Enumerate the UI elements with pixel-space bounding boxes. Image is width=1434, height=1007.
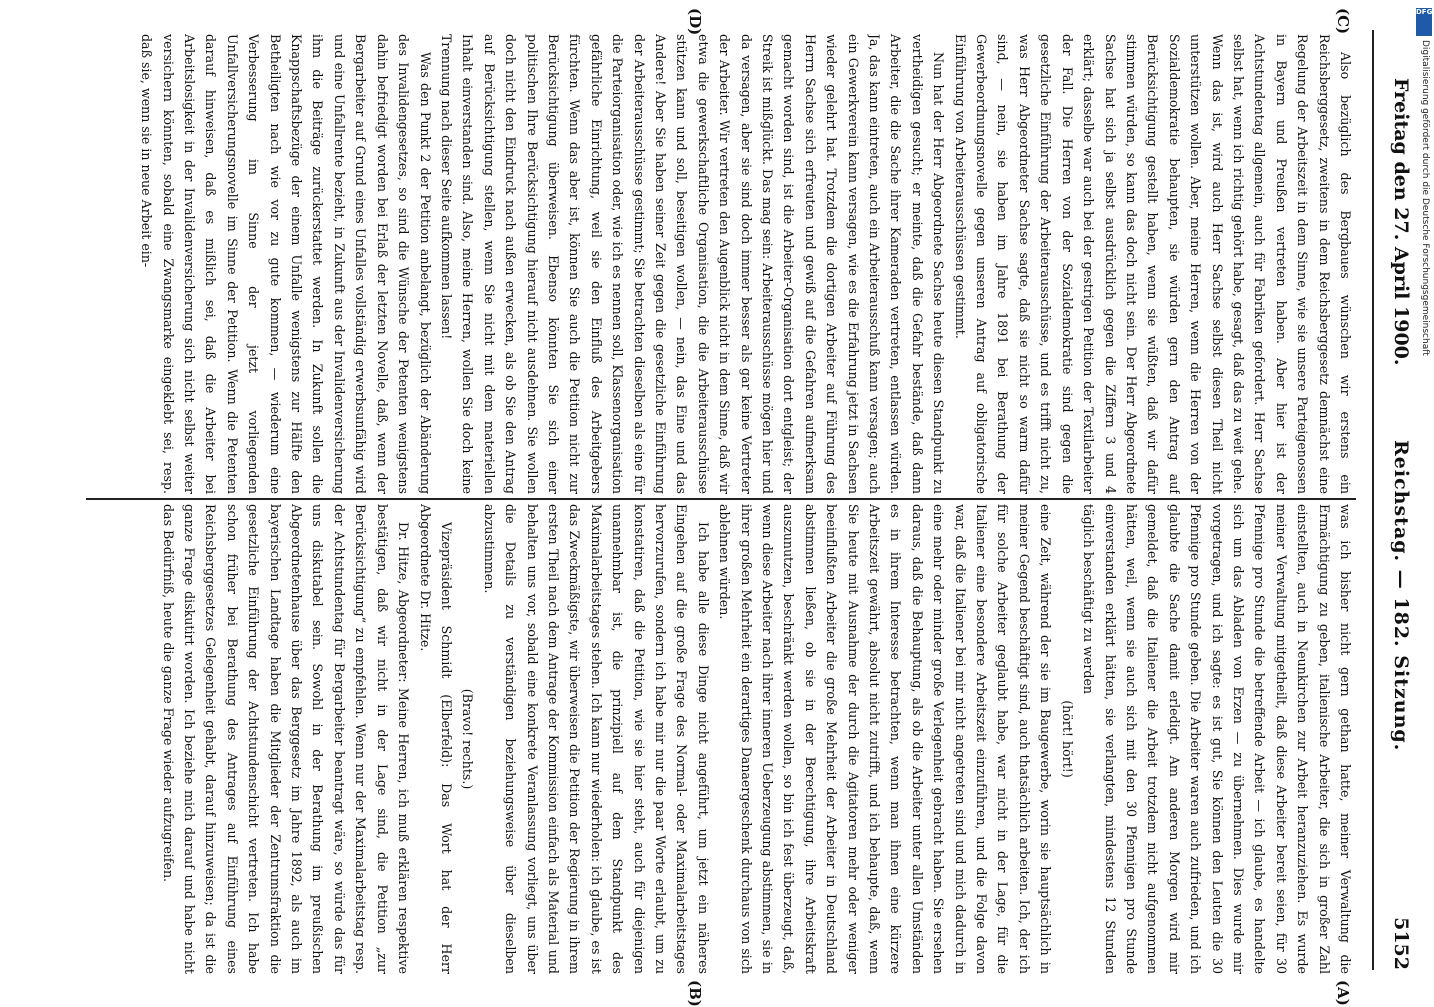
session-date: Freitag den 27. April 1900.	[1390, 78, 1412, 366]
interjection: (Bravo! rechts.)	[460, 688, 476, 790]
margin-mark-c: (C)	[1334, 8, 1352, 35]
margin-mark-d: (D)	[686, 8, 704, 36]
session-title: Reichstag. — 182. Sitzung.	[1390, 440, 1412, 752]
page-number: 5152	[1390, 917, 1412, 970]
right-text-column	[76, 34, 1356, 494]
paragraph: was ich bisher nicht gern gethan hatte, meiner Verwaltung die Ermächtigung zu geben, italienische Arbeiter, die sich in großer Zahl einstellten, auch in Neunkirchen zur Arbeit heranzuziehen. Es wurde meiner Verwaltung mitgetheilt, daß diese Arbeiter bereit seien, für 30 Pfennige pro Stunde die betreffende Arbeit — ich glaube, es handelte sich um das Abladen von Erzen — zu übernehmen. Dies wurde mir vorgetragen, und ich sagte: es ist gut, Sie können den Leuten die 30 Pfennige pro Stunde geben. Die Arbeiter waren auch zufrieden, und ich glaubte die Sache damit erledigt. Am anderen Morgen wird mir gemeldet, daß die Italiener die Arbeit trotzdem nicht aufgenommen hätten, weil, wenn sie auch sich mit den 30 Pfennigen pro Stunde einverstanden erklärt hätten, sie verlangten, mindestens 12 Stunden täglich beschäftigt zu werden	[1081, 504, 1353, 974]
margin-mark-b: (B)	[686, 980, 704, 1007]
interjection: (hört! hört!)	[1059, 700, 1075, 778]
header-rule	[1372, 30, 1374, 970]
left-text-column	[76, 504, 1356, 974]
dfg-logo: DFG	[1416, 8, 1432, 36]
paragraph: Ich habe alle diese Dinge nicht angeführt, um jetzt ein näheres Eingehen auf die große Frage des Normal- oder Maximalarbeitstages hervorzurufen, sondern ich habe mir nur die paar Worte erlaubt, um zu konstatiren, daß die Petition, wie sie hier steht, auch für diejenigen unannehmbar ist, die prinzipiell auf dem Standpunkt des Maximalarbeitstages stehen. Ich kann nur wiederholen: ich glaube, es ist das Zweckmäßigste, wir überweisen die Petition der Regierung in ihrem ersten Theil nach dem Antrage der Kommission einfach als Material und behalten uns vor, sobald eine konkrete Veranlassung vorliegt, uns über die Details zu verständigen beziehungsweise über dieselben abzustimmen.	[481, 504, 711, 974]
paragraph: Nun hat der Herr Abgeordnete Sachse heute diesen Standpunkt zu vertheidigen gesucht; er meinte, daß die Gefahr bestände, daß dann Arbeiter, die die Sache ihrer Kameraden vertreten, entlassen würden. Ja, das kann eintreten, auch ein Arbeiterausschuß kann versagen; auch ein Gewerkverein kann versagen, wie es die Erfahrung jetzt in Sachsen wieder gelehrt hat. Trotzdem die dortigen Arbeiter auf Führung des Herrn Sachse sich erfreuten und gewiß auf die Gefahren aufmerksam gemacht worden sind, ist die Arbeiter-Organisation dort entgleist; der Streik ist mißglückt. Das mag sein: Arbeiterausschüsse mögen hier und da versagen, aber sie sind doch immer besser als gar keine Vertreter der Arbeiter. Wir vertreten den Augenblick nicht in dem Sinne, daß wir etwa die gewerkschaftliche Organisation, die die Arbeiterausschüsse stützen kann und soll, beseitigen wollen, — nein, das Eine und das Andere! Aber Sie haben seiner Zeit gegen die gesetzliche Einführung der Arbeiterausschüsse gestimmt; Sie betrachten dieselben als eine für die Parteiorganisation oder, wie ich es nennen soll, Klassenorganisation gefährliche Einrichtung, weil sie den Einfluß des Arbeitgebers fürchten. Wenn das aber ist, können Sie auch die Petition nicht zur Berücksichtigung überweisen. Ebenso könnten Sie sich einer politischen Ihre Berücksichtigung hierauf nicht ausdehnen. Sie wollen doch nicht den Eindruck nach außen erwecken, als ob Sie den Antrag auf Berücksichtigung stellen, wenn Sie nicht mit dem materiellen Inhalt einverstanden sind. Also, meine Herren, wollen Sie doch keine Trennung nach dieser Seite aufkommen lassen!	[438, 34, 947, 494]
digitisation-strip	[1414, 0, 1434, 1000]
margin-mark-a: (A)	[1334, 980, 1352, 1006]
speaker-paragraph: Dr. Hitze, Abgeordneter: Meine Herren, ich muß erklären respektive bestätigen, daß wir nicht in der Lage sind, die Petition „zur Berücksichtigung“ zu empfehlen. Wenn nur der Maximalarbeitstag resp. der Achtstundentag für Bergarbeiter beantragt wäre, so würde das für uns diskutabel sein. Sowohl in der Berathung im preußischen Abgeordnetenhause über das Berggesetz im Jahre 1892, als auch im bayerischen Landtage haben die Mitglieder der Zentrumsfraktion die gesetzliche Einführung der Achtstundenschicht vertreten. Ich habe schon früher bei Berathung des Antrages auf Einführung eines Reichsberggesetzes Gelegenheit gehabt, darauf hinzuweisen; da ist die ganze Frage diskutirt worden. Ich beziehe mich darauf und habe nicht das Bedürfniß, heute die ganze Frage wieder aufzugreifen.	[160, 504, 412, 974]
column-divider	[86, 498, 1356, 500]
paragraph: Also bezüglich des Bergbaues wünschen wir erstens ein Reichsberggesetz, zweitens in dem Reichsberggesetz demnächst eine Regelung der Arbeitszeit in dem Sinne, wie sie unsere Parteigenossen in Bayern und Preußen vertreten haben. Aber hier ist der Achtstundentag allgemein, auch für Fabriken gefordert. Herr Sachse selbst hat, wenn ich richtig gehört habe, gesagt, daß das zu weit gehe. Wenn das ist, wird auch Herr Sachse selbst diesen Theil nicht unterstützen wollen. Aber, meine Herren, wenn die Herren von der Sozialdemokratie behaupten, sie würden gern den Antrag auf Berücksichtigung gestellt haben, wenn sie wüßten, daß wir dafür stimmen würden, so kann das doch nicht sein. Der Herr Abgeordnete Sachse hat sich ja selbst ausdrücklich gegen die Ziffern 3 und 4 erklärt; dasselbe war auch bei der gestrigen Petition der Textilarbeiter der Fall. Die Herren von der Sozialdemokratie sind gegen die gesetzliche Einführung der Arbeiterausschüsse, und es trifft nicht zu, was Herr Abgeordneter Sachse sagte, daß sie nicht so warm dafür sind, — nein, sie haben im Jahre 1891 bei Berathung der Gewerbeordnungsnovelle gegen unseren Antrag auf obligatorische Einführung von Arbeiterausschüssen gestimmt.	[952, 34, 1353, 494]
digitisation-notice: Digitalisierung gefördert durch die Deutsche Forschungsgemeinschaft	[1420, 40, 1430, 356]
speaker-paragraph: Vizepräsident Schmidt (Elberfeld): Das Wort hat der Herr Abgeordnete Dr. Hitze.	[417, 504, 454, 974]
paragraph: eine Zeit, während der sie im Baugewerbe, worin sie hauptsächlich in meiner Gegend beschäftigt sind, auch thatsächlich arbeiten. Ich, der ich für solche Arbeiter geglaubt habe, war nicht in der Lage, für die Italiener eine besondere Arbeitszeit einzuführen, und die Folge davon war, daß die Italiener bei mir nicht angetreten sind und mich dadurch in eine mehr oder minder große Verlegenheit gebracht haben. Sie ersehen daraus, daß die Behauptung, als ob die Arbeiter unter allen Umständen es in ihrem Interesse betrachten, wenn man ihnen eine kürzere Arbeitszeit gewährt, absolut nicht zutrifft, und ich behaupte, daß, wenn Sie heute mit Ausnahme der durch die Agitatoren mehr oder weniger beeinflußten Arbeiter die große Mehrheit der Arbeiter in Deutschland abstimmen ließen, ob sie in der Berechtigung, ihre Arbeitskraft auszunutzen, beschränkt werden wollen, so bin ich fest überzeugt, daß, wenn diese Arbeiter nach ihrer inneren Ueberzeugung abstimmen, sie in ihrer großen Mehrheit ein derartiges Danaergeschenk durchaus von sich ablehnen würden.	[717, 504, 1054, 974]
paragraph: Was den Punkt 2 der Petition anbelangt, bezüglich der Abänderung des Invalidengesetzes, so sind die Wünsche der Petenten wenigstens dahin befriedigt worden bei Erlaß der letzten Novelle, daß, wenn der Bergarbeiter auf Grund eines Unfalles vollständig erwerbsunfähig wird und eine Unfallrente bezieht, in Zukunft aus der Invalidenversicherung ihm die Beiträge zurückerstattet werden. In Zukunft sollen die Knappschaftsbezüge der einem Unfalle wenigstens zur Hälfte den Betheiligten nach wie vor zu gute kommen, — wiederum eine Verbesserung im Sinne der jetzt vorliegenden Unfallversicherungsnovelle im Sinne der Petition. Wenn die Petenten darauf hinweisen, daß es mißlich sei, daß die Arbeiter bei Arbeitslosigkeit in der Invalidenversicherung sich nicht selbst weiter versichern könnten, sobald eine Zwangsmarke eingeklebt sei, resp. daß sie, wenn sie in neue Arbeit ein-	[139, 34, 433, 494]
